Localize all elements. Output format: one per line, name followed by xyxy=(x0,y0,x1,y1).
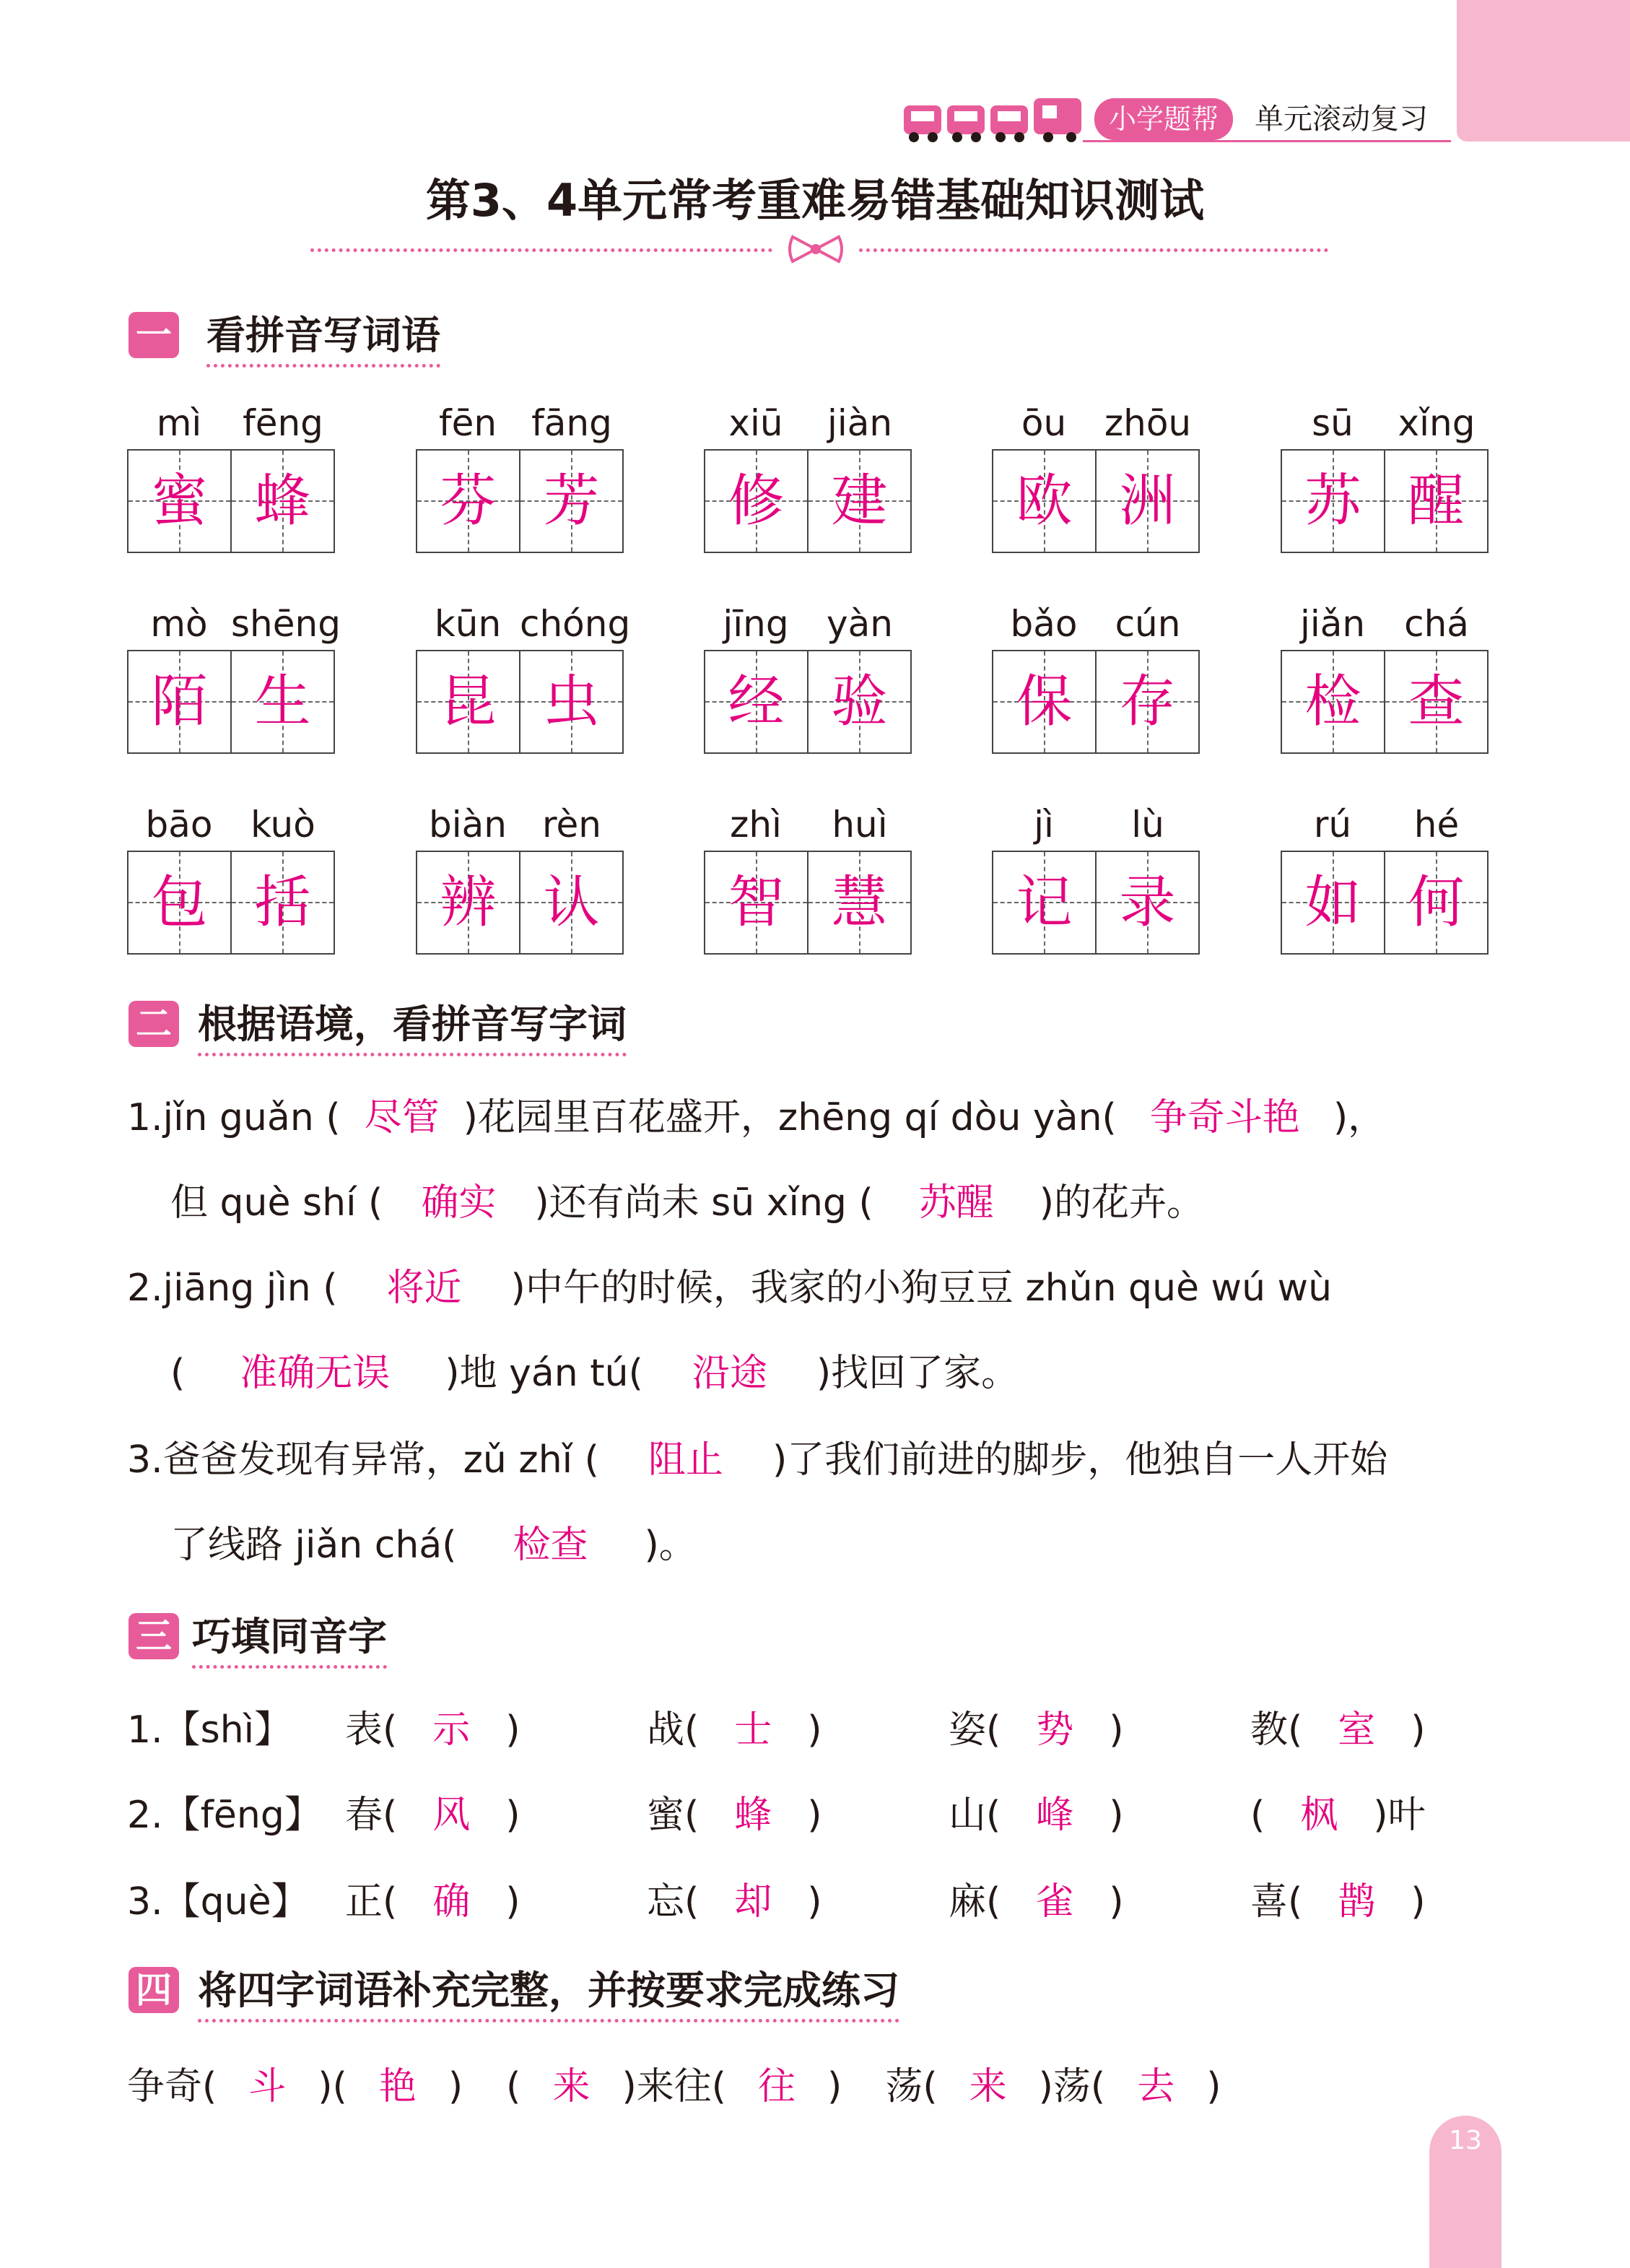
text: ) xyxy=(807,1794,822,1837)
answer: 来 xyxy=(969,2065,1007,2108)
text: )还有尚未 sū xǐng ( xyxy=(534,1181,873,1225)
series-label: 小学题帮 xyxy=(1094,98,1233,140)
pinyin: fāng xyxy=(531,402,612,444)
answer: 去 xyxy=(1137,2065,1175,2108)
pinyin: fēn xyxy=(438,402,497,444)
answer: 阻止 xyxy=(648,1438,723,1482)
answer-char: 陌 xyxy=(151,669,208,734)
char-cell xyxy=(705,852,809,953)
pinyin: kūn xyxy=(434,603,502,645)
pinyin: mò xyxy=(150,603,208,645)
answer: 室 xyxy=(1338,1708,1376,1752)
pinyin: biàn xyxy=(429,804,507,846)
pinyin: cún xyxy=(1115,603,1181,645)
char-cell xyxy=(809,451,910,552)
text: 教( xyxy=(1250,1708,1303,1752)
text: )花园里百花盛开，zhēng qí dòu yàn( xyxy=(463,1096,1117,1139)
char-cell xyxy=(232,651,334,752)
answer-char: 欧 xyxy=(1016,469,1073,534)
q3-line1 xyxy=(127,1431,1387,1489)
char-cell xyxy=(1282,651,1385,752)
answer: 示 xyxy=(432,1708,471,1752)
pinyin: jīng xyxy=(723,603,789,645)
answer: 尽管 xyxy=(364,1096,440,1139)
pinyin: yàn xyxy=(827,603,893,645)
text: ) xyxy=(448,2065,463,2108)
answer: 确实 xyxy=(421,1181,497,1225)
answer-char: 洲 xyxy=(1119,469,1176,534)
text: ) xyxy=(1206,2065,1221,2108)
text: ) xyxy=(1411,1708,1426,1752)
q3-line2 xyxy=(170,1516,697,1574)
answer: 蜂 xyxy=(734,1794,772,1837)
pinyin: xǐng xyxy=(1398,402,1476,444)
pinyin: kuò xyxy=(250,804,315,846)
text: 爸爸发现有异常，zǔ zhǐ ( xyxy=(162,1438,599,1482)
answer-char: 芬 xyxy=(440,469,497,534)
pinyin: rú xyxy=(1313,804,1352,846)
text: 山( xyxy=(949,1794,1001,1837)
answer-char: 保 xyxy=(1016,669,1073,734)
char-cell xyxy=(993,852,1097,953)
text: 表( xyxy=(345,1708,398,1752)
char-cell xyxy=(417,651,520,752)
text: jiāng jìn ( xyxy=(162,1266,338,1310)
text: ( xyxy=(506,2065,521,2108)
pinyin: fēng xyxy=(243,402,323,444)
homophone-item xyxy=(345,1786,520,1844)
answer-char: 昆 xyxy=(440,669,497,734)
text: )， xyxy=(1333,1096,1386,1139)
homophone-item xyxy=(1250,1873,1426,1931)
answer: 雀 xyxy=(1036,1880,1074,1924)
idiom-line xyxy=(127,2058,1221,2116)
tianzige-box xyxy=(992,449,1200,553)
section-badge: 三 xyxy=(128,1613,179,1659)
char-cell xyxy=(1282,451,1385,552)
homophone-item xyxy=(647,1786,822,1844)
text: )( xyxy=(318,2065,347,2108)
tianzige-box xyxy=(416,650,624,754)
answer-char: 验 xyxy=(831,669,888,734)
text: )找回了家。 xyxy=(816,1352,1019,1395)
tianzige-box xyxy=(416,851,624,955)
text: ( xyxy=(1250,1794,1265,1837)
answer: 鹊 xyxy=(1338,1880,1376,1924)
text: ( xyxy=(170,1352,186,1395)
text: ) xyxy=(505,1794,520,1837)
text: 春( xyxy=(345,1794,398,1837)
answer-char: 虫 xyxy=(543,669,600,734)
char-cell xyxy=(232,451,334,552)
tianzige-box xyxy=(127,449,335,553)
char-cell xyxy=(809,651,910,752)
tianzige-box xyxy=(127,851,335,955)
tianzige-box xyxy=(992,650,1200,754)
answer-char: 苏 xyxy=(1304,469,1361,534)
text: 战( xyxy=(647,1708,699,1752)
pinyin: lù xyxy=(1131,804,1164,846)
tianzige-box xyxy=(1281,449,1489,553)
text: 荡( xyxy=(885,2065,938,2108)
pinyin: zhōu xyxy=(1104,402,1192,444)
answer-char: 芳 xyxy=(543,469,600,534)
pinyin: mì xyxy=(156,402,202,444)
text: ) xyxy=(505,1880,520,1924)
homophone-item xyxy=(949,1786,1124,1844)
homophone-item xyxy=(345,1701,520,1759)
char-cell xyxy=(232,852,334,953)
pinyin: zhì xyxy=(730,804,782,846)
question-number: 1. xyxy=(127,1096,163,1139)
text: 姿( xyxy=(949,1708,1001,1752)
answer: 争奇斗艳 xyxy=(1149,1096,1300,1139)
text: 争奇( xyxy=(127,2065,217,2108)
answer-char: 认 xyxy=(543,870,600,935)
homophone-item xyxy=(949,1701,1124,1759)
pinyin: ōu xyxy=(1021,402,1067,444)
text: ) xyxy=(807,1880,822,1924)
title-divider-left xyxy=(310,248,772,252)
q2-line1 xyxy=(127,1259,1332,1317)
answer-char: 智 xyxy=(728,870,785,935)
text: 麻( xyxy=(949,1880,1001,1924)
char-cell xyxy=(993,651,1097,752)
text: )的花卉。 xyxy=(1039,1181,1205,1225)
homophone-item xyxy=(1250,1701,1426,1759)
question-number: 2. xyxy=(127,1266,163,1310)
text: jǐn guǎn ( xyxy=(162,1096,341,1139)
tianzige-box xyxy=(704,650,912,754)
answer: 沿途 xyxy=(692,1352,767,1395)
pinyin: jì xyxy=(1034,804,1054,846)
homophone-label: 3.【què】 xyxy=(127,1880,309,1924)
char-cell xyxy=(1097,451,1198,552)
answer-char: 检 xyxy=(1304,669,1361,734)
char-cell xyxy=(520,852,622,953)
tianzige-box xyxy=(416,449,624,553)
pinyin: shēng xyxy=(231,603,341,645)
tianzige-box xyxy=(1281,851,1489,955)
char-cell xyxy=(417,852,520,953)
homophone-item xyxy=(345,1873,520,1931)
answer: 检查 xyxy=(513,1524,588,1567)
answer-char: 辨 xyxy=(440,870,497,935)
text: ) xyxy=(807,1708,822,1752)
text: ) xyxy=(1109,1794,1124,1837)
pinyin: hé xyxy=(1413,804,1460,846)
char-cell xyxy=(128,852,232,953)
q1-line1 xyxy=(127,1089,1385,1147)
section-title: 巧填同音字 xyxy=(192,1613,387,1669)
char-cell xyxy=(705,651,809,752)
answer: 枫 xyxy=(1300,1794,1338,1837)
pinyin: jiàn xyxy=(827,402,893,444)
char-cell xyxy=(520,651,622,752)
text: ) xyxy=(1109,1708,1124,1752)
char-cell xyxy=(993,451,1097,552)
answer: 峰 xyxy=(1036,1794,1074,1837)
answer: 风 xyxy=(432,1794,471,1837)
char-cell xyxy=(520,451,622,552)
pinyin: bǎo xyxy=(1010,603,1078,645)
bow-icon xyxy=(787,231,845,267)
char-cell xyxy=(417,451,520,552)
answer-char: 蜜 xyxy=(151,469,208,534)
answer-char: 如 xyxy=(1304,870,1361,935)
tianzige-box xyxy=(704,449,912,553)
char-cell xyxy=(128,451,232,552)
answer: 来 xyxy=(552,2065,590,2108)
text: )地 yán tú( xyxy=(445,1352,643,1395)
section-badge: 一 xyxy=(128,312,179,358)
tianzige-box xyxy=(704,851,912,955)
answer: 士 xyxy=(734,1708,772,1752)
page-number-tab xyxy=(1429,2116,1502,2268)
pinyin: bāo xyxy=(145,804,213,846)
text: 蜜( xyxy=(647,1794,699,1837)
text: 了线路 jiǎn chá( xyxy=(170,1524,457,1567)
char-cell xyxy=(705,451,809,552)
text: 但 què shí ( xyxy=(170,1181,383,1225)
text: 正( xyxy=(345,1880,398,1924)
homophone-item xyxy=(1250,1786,1426,1844)
corner-tab xyxy=(1457,0,1630,142)
answer-char: 生 xyxy=(254,669,311,734)
answer-char: 查 xyxy=(1408,669,1465,734)
answer-char: 经 xyxy=(728,669,785,734)
text: )叶 xyxy=(1373,1794,1426,1837)
answer-char: 修 xyxy=(728,469,785,534)
answer-char: 录 xyxy=(1119,870,1176,935)
page-number: 13 xyxy=(1449,2126,1482,2155)
title-divider-right xyxy=(859,248,1328,252)
header-subtitle: 单元滚动复习 xyxy=(1255,103,1428,136)
char-cell xyxy=(1385,451,1487,552)
text: ) xyxy=(1411,1880,1426,1924)
pinyin: sū xyxy=(1312,402,1354,444)
section-title: 看拼音写词语 xyxy=(206,312,440,368)
answer-char: 记 xyxy=(1016,870,1073,935)
train-icon xyxy=(904,92,1084,143)
section-title: 将四字词语补充完整，并按要求完成练习 xyxy=(198,1967,899,2022)
answer: 艳 xyxy=(378,2065,417,2108)
answer-char: 建 xyxy=(831,469,888,534)
text: )来往( xyxy=(622,2065,727,2108)
question-number: 3. xyxy=(127,1438,163,1482)
homophone-item xyxy=(949,1873,1124,1931)
homophone-label: 2.【fēng】 xyxy=(127,1794,322,1837)
answer-char: 括 xyxy=(254,870,311,935)
text: )。 xyxy=(644,1524,697,1567)
pinyin: chóng xyxy=(520,603,631,645)
char-cell xyxy=(1385,651,1487,752)
answer: 势 xyxy=(1036,1708,1074,1752)
pinyin: jiǎn xyxy=(1299,603,1366,645)
text: )荡( xyxy=(1038,2065,1106,2108)
char-cell xyxy=(128,651,232,752)
answer: 往 xyxy=(758,2065,796,2108)
char-cell xyxy=(1282,852,1385,953)
answer-char: 蜂 xyxy=(254,469,311,534)
homophone-item xyxy=(647,1873,822,1931)
q1-line2 xyxy=(170,1174,1204,1232)
pinyin: huì xyxy=(832,804,888,846)
homophone-item xyxy=(647,1701,822,1759)
text: ) xyxy=(1109,1880,1124,1924)
homophone-label: 1.【shì】 xyxy=(127,1708,292,1752)
answer-char: 何 xyxy=(1408,870,1465,935)
text: ) xyxy=(505,1708,520,1752)
answer: 将近 xyxy=(386,1266,462,1310)
answer-char: 醒 xyxy=(1408,469,1465,534)
pinyin: xiū xyxy=(728,402,783,444)
text: 忘( xyxy=(647,1880,699,1924)
text: )中午的时候，我家的小狗豆豆 zhǔn què wú wù xyxy=(510,1266,1333,1310)
section-badge: 四 xyxy=(128,1967,179,2013)
q2-line2 xyxy=(170,1344,1019,1402)
char-cell xyxy=(809,852,910,953)
text: )了我们前进的脚步，他独自一人开始 xyxy=(772,1438,1388,1482)
text: 喜( xyxy=(1250,1880,1303,1924)
answer: 准确无误 xyxy=(240,1352,391,1395)
pinyin: chá xyxy=(1404,603,1469,645)
answer-char: 存 xyxy=(1119,669,1176,734)
text: ) xyxy=(827,2065,842,2108)
section-title: 根据语境，看拼音写字词 xyxy=(198,1001,627,1056)
section-badge: 二 xyxy=(128,1001,179,1047)
tianzige-box xyxy=(1281,650,1489,754)
answer-char: 慧 xyxy=(831,870,888,935)
header-divider xyxy=(1083,140,1451,142)
page-title: 第3、4单元常考重难易错基础知识测试 xyxy=(425,174,1205,227)
tianzige-box xyxy=(127,650,335,754)
answer: 确 xyxy=(432,1880,471,1924)
answer-char: 包 xyxy=(151,870,208,935)
pinyin: rèn xyxy=(542,804,601,846)
answer: 苏醒 xyxy=(918,1181,994,1225)
tianzige-box xyxy=(992,851,1200,955)
char-cell xyxy=(1097,852,1198,953)
char-cell xyxy=(1385,852,1487,953)
char-cell xyxy=(1097,651,1198,752)
answer: 却 xyxy=(734,1880,772,1924)
answer: 斗 xyxy=(248,2065,287,2108)
